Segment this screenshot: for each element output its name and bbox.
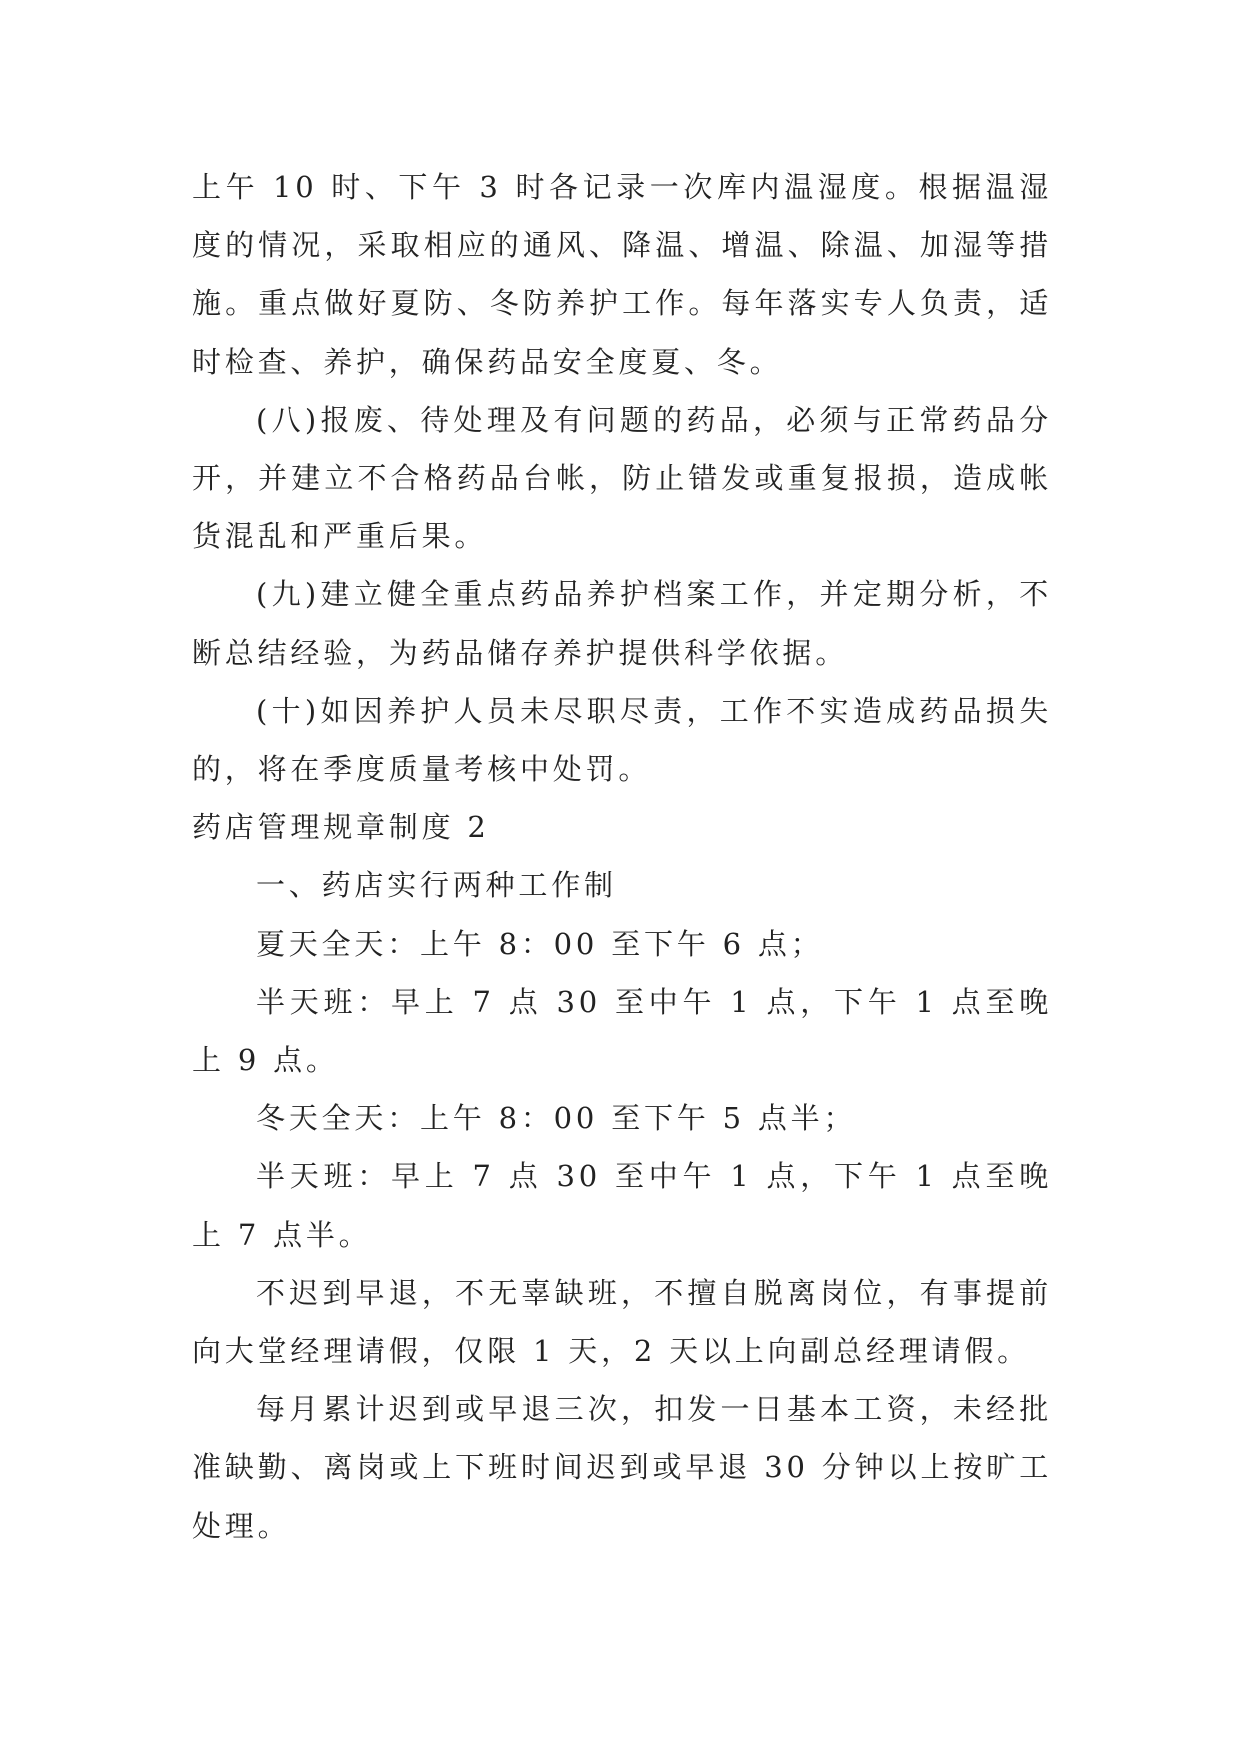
paragraph-summer-full-day: 夏天全天：上午 8：00 至下午 6 点； [256,926,824,961]
document-body [192,158,1052,1555]
paragraph-summer-half-day: 半天班：早上 7 点 30 至中午 1 点，下午 1 点至晚上 9 点。 [192,984,1052,1078]
paragraph-penalty-rule: 每月累计迟到或早退三次，扣发一日基本工资，未经批准缺勤、离岗或上下班时间迟到或早退 30 分钟以上按旷工处理。 [192,1392,1052,1543]
section-title: 药店管理规章制度 2 [192,810,490,845]
paragraph-item-10: (十)如因养护人员未尽职尽责，工作不实造成药品损失的，将在季度质量考核中处罚。 [192,693,1052,787]
paragraph-attendance-rule: 不迟到早退，不无辜缺班，不擅自脱离岗位，有事提前向大堂经理请假，仅限 1 天，2 天以上向副总经理请假。 [192,1275,1052,1369]
paragraph-item-8: (八)报废、待处理及有问题的药品，必须与正常药品分开，并建立不合格药品台帐，防止错发或重复报损，造成帐货混乱和严重后果。 [192,402,1052,554]
paragraph-winter-half-day: 半天班：早上 7 点 30 至中午 1 点，下午 1 点至晚上 7 点半。 [192,1159,1052,1252]
paragraph-storage-humidity: 上午 10 时、下午 3 时各记录一次库内温湿度。根据温湿度的情况，采取相应的通风、降温、增温、除温、加湿等措施。重点做好夏防、冬防养护工作。每年落实专人负责，适时检查、养护，确保药品安全度夏、冬。 [192,170,1052,379]
paragraph-winter-full-day: 冬天全天：上午 8：00 至下午 5 点半； [256,1101,857,1136]
paragraph-item-9: (九)建立健全重点药品养护档案工作，并定期分析，不断总结经验，为药品储存养护提供科学依据。 [192,577,1052,670]
paragraph-work-system: 一、药店实行两种工作制 [256,868,617,903]
